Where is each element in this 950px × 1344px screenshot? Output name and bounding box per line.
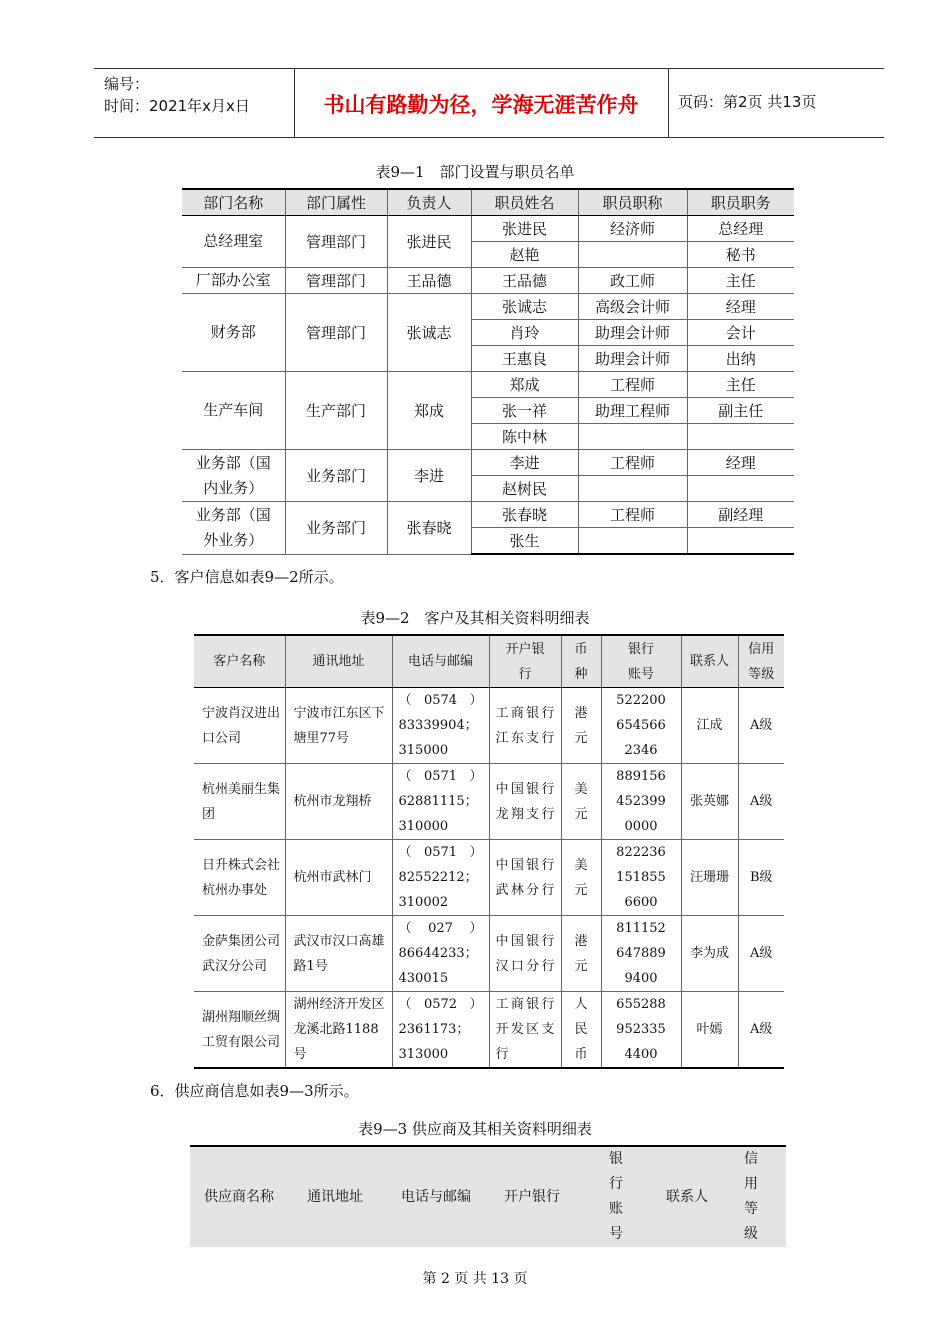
staff-name-cell: 张生 bbox=[471, 528, 578, 555]
page-footer: 第 2 页 共 13 页 bbox=[422, 1271, 528, 1287]
col-header: 联系人 bbox=[658, 1146, 716, 1247]
dept-name-cell: 厂部办公室 bbox=[182, 268, 285, 294]
dept-name-cell: 生产车间 bbox=[182, 372, 285, 450]
table2-caption: 表9—2 客户及其相关资料明细表 bbox=[360, 609, 590, 627]
credit-cell: A级 bbox=[738, 764, 784, 840]
account-cell: 8891564523990000 bbox=[601, 764, 681, 840]
staff-title-cell bbox=[578, 476, 687, 502]
customer-name-cell: 湖州翔顺丝绸工贸有限公司 bbox=[194, 992, 285, 1069]
dept-name-cell: 业务部（国内业务） bbox=[182, 450, 285, 502]
currency-cell: 美元 bbox=[561, 840, 601, 916]
dept-head-cell: 张春晓 bbox=[387, 502, 471, 555]
phone-zip-cell: （027）86644233；430015 bbox=[392, 916, 489, 992]
customer-name-cell: 宁波肖汉进出口公司 bbox=[194, 688, 285, 764]
credit-cell: A级 bbox=[738, 688, 784, 764]
table-row bbox=[182, 268, 794, 294]
address-cell: 杭州市武林门 bbox=[285, 840, 392, 916]
col-header: 银行账号 bbox=[574, 1146, 658, 1247]
bank-cell: 中国银行汉口分行 bbox=[489, 916, 561, 992]
customer-name-cell: 杭州美丽生集团 bbox=[194, 764, 285, 840]
dept-attr-cell: 管理部门 bbox=[285, 294, 387, 372]
staff-post-cell: 经理 bbox=[687, 294, 794, 320]
staff-post-cell: 会计 bbox=[687, 320, 794, 346]
col-header: 信用等级 bbox=[738, 635, 784, 688]
dept-attr-cell: 管理部门 bbox=[285, 268, 387, 294]
dept-attr-cell: 生产部门 bbox=[285, 372, 387, 450]
phone-zip-cell: （0574）83339904；315000 bbox=[392, 688, 489, 764]
staff-post-cell bbox=[687, 476, 794, 502]
account-cell: 5222006545662346 bbox=[601, 688, 681, 764]
dept-attr-cell: 业务部门 bbox=[285, 450, 387, 502]
table-row bbox=[182, 450, 794, 476]
account-cell: 8222361518556600 bbox=[601, 840, 681, 916]
dept-name-cell: 业务部（国外业务） bbox=[182, 502, 285, 555]
customer-table-body bbox=[194, 688, 784, 1069]
table-row bbox=[194, 764, 784, 840]
dept-name-cell: 总经理室 bbox=[182, 216, 285, 268]
table-row bbox=[182, 294, 794, 320]
dept-head-cell: 王品德 bbox=[387, 268, 471, 294]
table-row bbox=[182, 216, 794, 242]
col-header: 部门属性 bbox=[285, 189, 387, 216]
credit-cell: A级 bbox=[738, 992, 784, 1069]
staff-name-cell: 李进 bbox=[471, 450, 578, 476]
staff-post-cell: 总经理 bbox=[687, 216, 794, 242]
col-header: 通讯地址 bbox=[288, 1146, 382, 1247]
staff-title-cell bbox=[578, 528, 687, 555]
table-header-row bbox=[190, 1146, 786, 1247]
currency-cell: 港元 bbox=[561, 916, 601, 992]
col-header: 银行账号 bbox=[601, 635, 681, 688]
staff-post-cell bbox=[687, 424, 794, 450]
dept-head-cell: 张诚志 bbox=[387, 294, 471, 372]
dept-head-cell: 张进民 bbox=[387, 216, 471, 268]
supplier-table bbox=[190, 1145, 786, 1247]
table-row bbox=[194, 688, 784, 764]
staff-post-cell: 秘书 bbox=[687, 242, 794, 268]
header-page-info: 页码：第2页 共13页 bbox=[678, 93, 817, 111]
staff-post-cell: 主任 bbox=[687, 268, 794, 294]
bank-cell: 中国银行龙翔支行 bbox=[489, 764, 561, 840]
page-header bbox=[94, 68, 884, 138]
contact-cell: 汪珊珊 bbox=[681, 840, 738, 916]
department-table bbox=[182, 188, 794, 555]
staff-title-cell: 政工师 bbox=[578, 268, 687, 294]
contact-cell: 张英娜 bbox=[681, 764, 738, 840]
staff-name-cell: 张诚志 bbox=[471, 294, 578, 320]
staff-title-cell bbox=[578, 424, 687, 450]
bank-cell: 工商银行开发区支行 bbox=[489, 992, 561, 1069]
staff-title-cell bbox=[578, 242, 687, 268]
dept-head-cell: 郑成 bbox=[387, 372, 471, 450]
header-divider bbox=[668, 69, 669, 137]
staff-title-cell: 工程师 bbox=[578, 502, 687, 528]
col-header: 电话与邮编 bbox=[382, 1146, 490, 1247]
col-header: 职员职称 bbox=[578, 189, 687, 216]
bank-cell: 中国银行武林分行 bbox=[489, 840, 561, 916]
header-motto: 书山有路勤为径，学海无涯苦作舟 bbox=[323, 93, 639, 117]
col-header: 币种 bbox=[561, 635, 601, 688]
col-header: 职员职务 bbox=[687, 189, 794, 216]
credit-cell: A级 bbox=[738, 916, 784, 992]
staff-post-cell: 副主任 bbox=[687, 398, 794, 424]
staff-name-cell: 赵艳 bbox=[471, 242, 578, 268]
staff-name-cell: 张一祥 bbox=[471, 398, 578, 424]
staff-post-cell bbox=[687, 528, 794, 555]
col-header: 通讯地址 bbox=[285, 635, 392, 688]
header-meta bbox=[104, 73, 250, 117]
table-row bbox=[194, 992, 784, 1069]
staff-post-cell: 副经理 bbox=[687, 502, 794, 528]
staff-post-cell: 经理 bbox=[687, 450, 794, 476]
address-cell: 武汉市汉口高雄路1号 bbox=[285, 916, 392, 992]
staff-title-cell: 助理会计师 bbox=[578, 320, 687, 346]
staff-post-cell: 出纳 bbox=[687, 346, 794, 372]
col-header: 联系人 bbox=[681, 635, 738, 688]
currency-cell: 港元 bbox=[561, 688, 601, 764]
staff-title-cell: 助理工程师 bbox=[578, 398, 687, 424]
col-header: 部门名称 bbox=[182, 189, 285, 216]
phone-zip-cell: （0571）62881115；310000 bbox=[392, 764, 489, 840]
table-row bbox=[182, 372, 794, 398]
table-header-row bbox=[182, 189, 794, 216]
staff-name-cell: 赵树民 bbox=[471, 476, 578, 502]
staff-name-cell: 王品德 bbox=[471, 268, 578, 294]
paragraph-5: 5．客户信息如表9—2所示。 bbox=[150, 568, 344, 586]
staff-name-cell: 陈中林 bbox=[471, 424, 578, 450]
account-cell: 8111526478899400 bbox=[601, 916, 681, 992]
staff-title-cell: 助理会计师 bbox=[578, 346, 687, 372]
staff-name-cell: 王惠良 bbox=[471, 346, 578, 372]
address-cell: 宁波市江东区下塘里77号 bbox=[285, 688, 392, 764]
table3-caption: 表9—3 供应商及其相关资料明细表 bbox=[358, 1120, 592, 1138]
staff-title-cell: 经济师 bbox=[578, 216, 687, 242]
staff-name-cell: 张春晓 bbox=[471, 502, 578, 528]
bank-cell: 工商银行江东支行 bbox=[489, 688, 561, 764]
staff-title-cell: 高级会计师 bbox=[578, 294, 687, 320]
staff-name-cell: 郑成 bbox=[471, 372, 578, 398]
contact-cell: 叶嫣 bbox=[681, 992, 738, 1069]
address-cell: 湖州经济开发区龙溪北路1188号 bbox=[285, 992, 392, 1069]
paragraph-6: 6．供应商信息如表9—3所示。 bbox=[150, 1082, 359, 1100]
table-header-row bbox=[194, 635, 784, 688]
account-cell: 6552889523354400 bbox=[601, 992, 681, 1069]
table-row bbox=[182, 502, 794, 528]
staff-post-cell: 主任 bbox=[687, 372, 794, 398]
dept-name-cell: 财务部 bbox=[182, 294, 285, 372]
col-header: 开户银行 bbox=[490, 1146, 574, 1247]
table1-caption: 表9—1 部门设置与职员名单 bbox=[375, 163, 575, 181]
staff-name-cell: 肖玲 bbox=[471, 320, 578, 346]
time-label: 时间：2021年x月x日 bbox=[104, 97, 250, 115]
col-header: 供应商名称 bbox=[190, 1146, 288, 1247]
dept-attr-cell: 管理部门 bbox=[285, 216, 387, 268]
staff-title-cell: 工程师 bbox=[578, 372, 687, 398]
staff-title-cell: 工程师 bbox=[578, 450, 687, 476]
col-header: 开户银行 bbox=[489, 635, 561, 688]
staff-name-cell: 张进民 bbox=[471, 216, 578, 242]
number-label: 编号： bbox=[104, 75, 150, 93]
contact-cell: 江成 bbox=[681, 688, 738, 764]
phone-zip-cell: （0571）82552212；310002 bbox=[392, 840, 489, 916]
col-header: 信用等级 bbox=[716, 1146, 786, 1247]
col-header: 职员姓名 bbox=[471, 189, 578, 216]
customer-name-cell: 日升株式会社杭州办事处 bbox=[194, 840, 285, 916]
address-cell: 杭州市龙翔桥 bbox=[285, 764, 392, 840]
credit-cell: B级 bbox=[738, 840, 784, 916]
customer-table bbox=[194, 634, 784, 1069]
table-row bbox=[194, 916, 784, 992]
col-header: 电话与邮编 bbox=[392, 635, 489, 688]
col-header: 负责人 bbox=[387, 189, 471, 216]
currency-cell: 人民币 bbox=[561, 992, 601, 1069]
dept-attr-cell: 业务部门 bbox=[285, 502, 387, 555]
phone-zip-cell: （0572）2361173；313000 bbox=[392, 992, 489, 1069]
customer-name-cell: 金萨集团公司武汉分公司 bbox=[194, 916, 285, 992]
contact-cell: 李为成 bbox=[681, 916, 738, 992]
col-header: 客户名称 bbox=[194, 635, 285, 688]
currency-cell: 美元 bbox=[561, 764, 601, 840]
department-table-body bbox=[182, 216, 794, 555]
dept-head-cell: 李进 bbox=[387, 450, 471, 502]
table-row bbox=[194, 840, 784, 916]
